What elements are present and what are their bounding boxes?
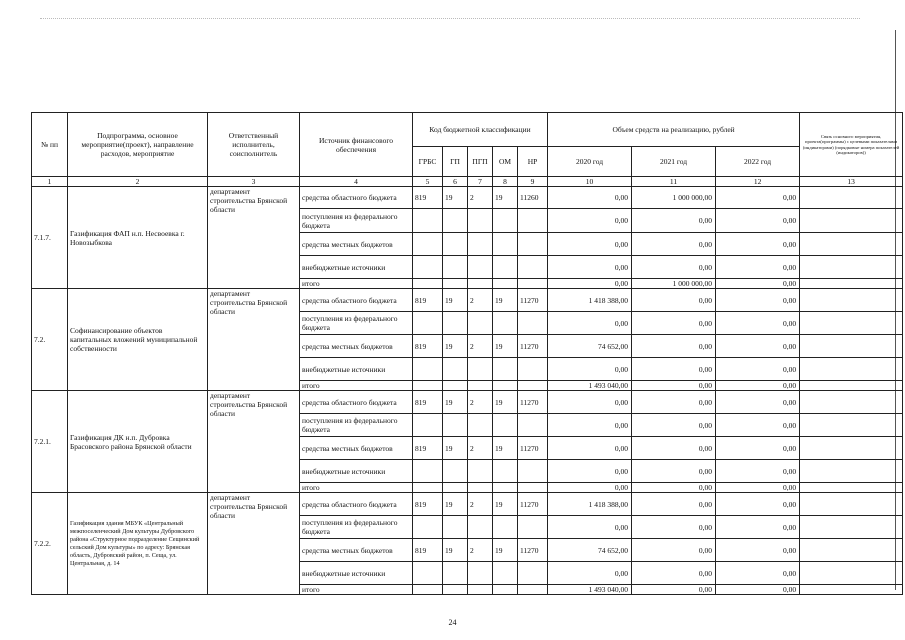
amount-2020: 0,00 <box>548 358 632 381</box>
indicator-link <box>800 187 903 209</box>
code-grbs <box>413 460 443 483</box>
table-row <box>32 391 903 414</box>
amount-2021: 0,00 <box>632 233 716 256</box>
total-2020: 0,00 <box>548 279 632 289</box>
code-empty <box>518 279 548 289</box>
amount-2022: 0,00 <box>716 493 800 516</box>
table-row <box>32 289 903 312</box>
amount-2022: 0,00 <box>716 562 800 585</box>
code-om <box>493 256 518 279</box>
code-empty <box>518 483 548 493</box>
code-gp <box>443 414 468 437</box>
indicator-link <box>800 391 903 414</box>
indicator-link <box>800 414 903 437</box>
indicator-link <box>800 289 903 312</box>
indicator-link <box>800 483 903 493</box>
code-gp: 19 <box>443 335 468 358</box>
code-om: 19 <box>493 437 518 460</box>
total-label: итого <box>300 279 413 289</box>
header-2022: 2022 год <box>716 147 800 177</box>
code-np: 11270 <box>518 335 548 358</box>
code-gp: 19 <box>443 289 468 312</box>
code-pgp: 2 <box>468 335 493 358</box>
indicator-link <box>800 460 903 483</box>
column-number: 8 <box>493 177 518 187</box>
amount-2022: 0,00 <box>716 358 800 381</box>
code-empty <box>468 483 493 493</box>
total-2021: 0,00 <box>632 585 716 595</box>
funding-source: средства местных бюджетов <box>300 335 413 358</box>
funding-source: средства местных бюджетов <box>300 437 413 460</box>
code-empty <box>443 381 468 391</box>
indicator-link <box>800 381 903 391</box>
code-gp <box>443 460 468 483</box>
funding-source: поступления из федерального бюджета <box>300 209 413 233</box>
indicator-link <box>800 493 903 516</box>
header-executor: Ответственный исполнитель, соисполнитель <box>208 113 300 177</box>
code-pgp <box>468 562 493 585</box>
amount-2022: 0,00 <box>716 516 800 539</box>
amount-2020: 0,00 <box>548 460 632 483</box>
amount-2020: 0,00 <box>548 516 632 539</box>
funding-source: внебюджетные источники <box>300 358 413 381</box>
indicator-link <box>800 312 903 335</box>
column-number: 13 <box>800 177 903 187</box>
code-empty <box>518 381 548 391</box>
code-gp: 19 <box>443 493 468 516</box>
indicator-link <box>800 516 903 539</box>
header-grbs: ГРБС <box>413 147 443 177</box>
code-np: 11270 <box>518 289 548 312</box>
item-name: Софинансирование объектов капитальных вложений муниципальной собственности <box>68 289 208 391</box>
code-pgp <box>468 233 493 256</box>
code-grbs: 819 <box>413 187 443 209</box>
amount-2022: 0,00 <box>716 256 800 279</box>
indicator-link <box>800 437 903 460</box>
funding-source: поступления из федерального бюджета <box>300 516 413 539</box>
amount-2022: 0,00 <box>716 312 800 335</box>
column-number: 3 <box>208 177 300 187</box>
header-num: № пп <box>32 113 68 177</box>
code-gp <box>443 233 468 256</box>
total-2022: 0,00 <box>716 279 800 289</box>
code-pgp: 2 <box>468 187 493 209</box>
code-empty <box>413 381 443 391</box>
code-gp: 19 <box>443 437 468 460</box>
indicator-link <box>800 209 903 233</box>
amount-2020: 1 418 388,00 <box>548 289 632 312</box>
column-number: 9 <box>518 177 548 187</box>
item-executor: департамент строительства Брянской области <box>208 391 300 493</box>
header-pgp: ПГП <box>468 147 493 177</box>
code-gp: 19 <box>443 539 468 562</box>
code-grbs <box>413 209 443 233</box>
funding-source: средства областного бюджета <box>300 391 413 414</box>
indicator-link <box>800 539 903 562</box>
code-pgp <box>468 358 493 381</box>
funding-source: средства областного бюджета <box>300 289 413 312</box>
code-pgp: 2 <box>468 391 493 414</box>
funding-source: внебюджетные источники <box>300 256 413 279</box>
code-gp <box>443 209 468 233</box>
code-pgp <box>468 312 493 335</box>
funding-source: поступления из федерального бюджета <box>300 414 413 437</box>
code-om: 19 <box>493 493 518 516</box>
code-np <box>518 562 548 585</box>
funding-source: средства областного бюджета <box>300 187 413 209</box>
column-number: 5 <box>413 177 443 187</box>
column-number: 12 <box>716 177 800 187</box>
item-executor: департамент строительства Брянской области <box>208 493 300 595</box>
amount-2021: 0,00 <box>632 391 716 414</box>
amount-2021: 0,00 <box>632 256 716 279</box>
header-link: Связь основного мероприятия, проекта(программы) с целевыми показателями (индикаторами) (порядковые номера показателей (индикаторов)) <box>800 113 903 177</box>
item-name: Газификация здания МБУК «Центральный межпоселенческий Дом культуры Дубровского района «Структурное подразделение Сещинский сельский Дом культуры» по адресу: Брянская область, Дубровский район, п. Сеща, ул. Центральная, д. 14 <box>68 493 208 595</box>
header-2020: 2020 год <box>548 147 632 177</box>
code-pgp: 2 <box>468 289 493 312</box>
code-grbs <box>413 516 443 539</box>
code-empty <box>413 279 443 289</box>
amount-2022: 0,00 <box>716 460 800 483</box>
header-np: НР <box>518 147 548 177</box>
amount-2021: 0,00 <box>632 209 716 233</box>
code-empty <box>493 279 518 289</box>
code-np: 11270 <box>518 493 548 516</box>
code-om <box>493 312 518 335</box>
amount-2020: 0,00 <box>548 414 632 437</box>
code-empty <box>413 585 443 595</box>
code-empty <box>493 381 518 391</box>
funding-source: внебюджетные источники <box>300 562 413 585</box>
total-2021: 0,00 <box>632 483 716 493</box>
total-2022: 0,00 <box>716 585 800 595</box>
total-2020: 1 493 040,00 <box>548 585 632 595</box>
amount-2021: 0,00 <box>632 493 716 516</box>
table-row <box>32 187 903 209</box>
code-grbs: 819 <box>413 437 443 460</box>
code-np <box>518 460 548 483</box>
column-number: 6 <box>443 177 468 187</box>
code-empty <box>468 381 493 391</box>
code-pgp <box>468 460 493 483</box>
code-om: 19 <box>493 289 518 312</box>
funding-source: средства местных бюджетов <box>300 233 413 256</box>
item-number: 7.2.1. <box>32 391 68 493</box>
code-grbs <box>413 233 443 256</box>
code-np <box>518 233 548 256</box>
code-pgp <box>468 414 493 437</box>
code-pgp: 2 <box>468 493 493 516</box>
code-empty <box>468 279 493 289</box>
header-volume: Объем средств на реализацию, рублей <box>548 113 800 147</box>
code-np <box>518 516 548 539</box>
amount-2022: 0,00 <box>716 289 800 312</box>
code-om <box>493 516 518 539</box>
budget-table <box>31 112 903 595</box>
amount-2022: 0,00 <box>716 233 800 256</box>
total-2020: 1 493 040,00 <box>548 381 632 391</box>
item-name: Газификация ФАП н.п. Несвоевка г. Новозыбкова <box>68 187 208 289</box>
amount-2020: 0,00 <box>548 562 632 585</box>
funding-source: поступления из федерального бюджета <box>300 312 413 335</box>
header-source: Источник финансового обеспечения <box>300 113 413 177</box>
code-om: 19 <box>493 391 518 414</box>
amount-2020: 0,00 <box>548 187 632 209</box>
funding-source: внебюджетные источники <box>300 460 413 483</box>
total-2022: 0,00 <box>716 381 800 391</box>
amount-2020: 74 652,00 <box>548 335 632 358</box>
amount-2021: 0,00 <box>632 437 716 460</box>
code-np: 11260 <box>518 187 548 209</box>
amount-2020: 0,00 <box>548 256 632 279</box>
amount-2020: 0,00 <box>548 233 632 256</box>
total-2020: 0,00 <box>548 483 632 493</box>
header-row-1 <box>32 113 903 147</box>
funding-source: средства местных бюджетов <box>300 539 413 562</box>
code-empty <box>443 585 468 595</box>
amount-2021: 1 000 000,00 <box>632 187 716 209</box>
code-gp: 19 <box>443 187 468 209</box>
code-np: 11270 <box>518 437 548 460</box>
total-2021: 1 000 000,00 <box>632 279 716 289</box>
code-pgp: 2 <box>468 437 493 460</box>
code-np <box>518 358 548 381</box>
indicator-link <box>800 256 903 279</box>
code-empty <box>413 483 443 493</box>
total-label: итого <box>300 585 413 595</box>
scan-artifact <box>40 18 860 20</box>
code-empty <box>518 585 548 595</box>
code-empty <box>443 279 468 289</box>
code-np <box>518 414 548 437</box>
code-gp <box>443 358 468 381</box>
code-empty <box>443 483 468 493</box>
code-empty <box>493 483 518 493</box>
amount-2021: 0,00 <box>632 335 716 358</box>
amount-2021: 0,00 <box>632 460 716 483</box>
amount-2022: 0,00 <box>716 437 800 460</box>
amount-2022: 0,00 <box>716 335 800 358</box>
code-grbs: 819 <box>413 335 443 358</box>
column-number: 11 <box>632 177 716 187</box>
indicator-link <box>800 233 903 256</box>
code-om <box>493 562 518 585</box>
header-name: Подпрограмма, основное мероприятие(проект), направление расходов, мероприятие <box>68 113 208 177</box>
column-number: 4 <box>300 177 413 187</box>
amount-2021: 0,00 <box>632 289 716 312</box>
code-grbs: 819 <box>413 493 443 516</box>
amount-2022: 0,00 <box>716 539 800 562</box>
indicator-link <box>800 279 903 289</box>
header-gp: ГП <box>443 147 468 177</box>
item-executor: департамент строительства Брянской области <box>208 187 300 289</box>
amount-2021: 0,00 <box>632 414 716 437</box>
code-om <box>493 358 518 381</box>
total-label: итого <box>300 483 413 493</box>
column-number: 1 <box>32 177 68 187</box>
item-number: 7.2.2. <box>32 493 68 595</box>
item-number: 7.1.7. <box>32 187 68 289</box>
amount-2022: 0,00 <box>716 209 800 233</box>
amount-2020: 0,00 <box>548 437 632 460</box>
column-number: 2 <box>68 177 208 187</box>
column-number: 7 <box>468 177 493 187</box>
code-np <box>518 256 548 279</box>
code-grbs <box>413 562 443 585</box>
header-code: Код бюджетной классификации <box>413 113 548 147</box>
amount-2022: 0,00 <box>716 187 800 209</box>
code-om: 19 <box>493 539 518 562</box>
code-grbs: 819 <box>413 289 443 312</box>
code-om <box>493 460 518 483</box>
code-empty <box>468 585 493 595</box>
amount-2021: 0,00 <box>632 539 716 562</box>
code-grbs <box>413 312 443 335</box>
item-number: 7.2. <box>32 289 68 391</box>
amount-2020: 74 652,00 <box>548 539 632 562</box>
indicator-link <box>800 562 903 585</box>
amount-2020: 0,00 <box>548 312 632 335</box>
amount-2022: 0,00 <box>716 391 800 414</box>
code-om: 19 <box>493 335 518 358</box>
indicator-link <box>800 358 903 381</box>
header-om: ОМ <box>493 147 518 177</box>
code-np: 11270 <box>518 391 548 414</box>
amount-2021: 0,00 <box>632 312 716 335</box>
amount-2022: 0,00 <box>716 414 800 437</box>
code-gp <box>443 516 468 539</box>
code-pgp <box>468 209 493 233</box>
code-grbs <box>413 256 443 279</box>
total-label: итого <box>300 381 413 391</box>
code-grbs: 819 <box>413 391 443 414</box>
code-np: 11270 <box>518 539 548 562</box>
header-2021: 2021 год <box>632 147 716 177</box>
amount-2021: 0,00 <box>632 562 716 585</box>
column-number: 10 <box>548 177 632 187</box>
funding-source: средства областного бюджета <box>300 493 413 516</box>
total-2021: 0,00 <box>632 381 716 391</box>
code-grbs <box>413 358 443 381</box>
amount-2020: 0,00 <box>548 391 632 414</box>
page-number: 24 <box>448 618 457 627</box>
code-np <box>518 312 548 335</box>
item-name: Газификация ДК н.п. Дубровка Брасовского района Брянской области <box>68 391 208 493</box>
code-gp <box>443 562 468 585</box>
code-np <box>518 209 548 233</box>
indicator-link <box>800 335 903 358</box>
column-numbers-row <box>32 177 903 187</box>
indicator-link <box>800 585 903 595</box>
code-empty <box>493 585 518 595</box>
code-gp <box>443 256 468 279</box>
amount-2020: 0,00 <box>548 209 632 233</box>
code-pgp <box>468 516 493 539</box>
code-om <box>493 233 518 256</box>
amount-2021: 0,00 <box>632 358 716 381</box>
item-executor: департамент строительства Брянской области <box>208 289 300 391</box>
code-pgp: 2 <box>468 539 493 562</box>
code-gp: 19 <box>443 391 468 414</box>
code-grbs: 819 <box>413 539 443 562</box>
code-om: 19 <box>493 187 518 209</box>
amount-2020: 1 418 388,00 <box>548 493 632 516</box>
amount-2021: 0,00 <box>632 516 716 539</box>
code-om <box>493 209 518 233</box>
code-gp <box>443 312 468 335</box>
table-row <box>32 493 903 516</box>
code-pgp <box>468 256 493 279</box>
code-grbs <box>413 414 443 437</box>
total-2022: 0,00 <box>716 483 800 493</box>
code-om <box>493 414 518 437</box>
